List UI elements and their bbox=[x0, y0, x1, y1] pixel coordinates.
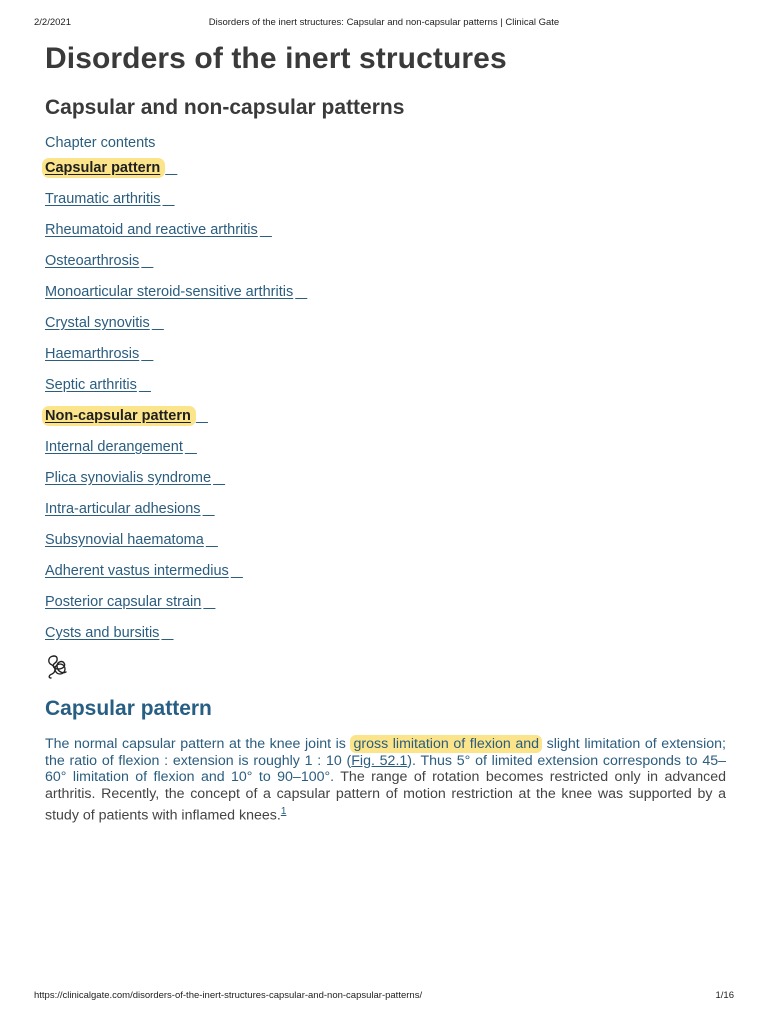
toc-item bbox=[45, 277, 726, 308]
toc-link-tail[interactable] bbox=[165, 159, 179, 178]
toc-item bbox=[45, 370, 726, 401]
toc-link[interactable]: Subsynovial haematoma bbox=[45, 532, 204, 548]
toc-item bbox=[45, 525, 726, 556]
article-content bbox=[45, 40, 726, 824]
toc-link-tail[interactable] bbox=[206, 531, 220, 550]
chapter-contents-list bbox=[45, 153, 726, 649]
knot-logo-icon bbox=[45, 653, 71, 679]
toc-link-tail[interactable] bbox=[162, 190, 176, 209]
toc-item bbox=[45, 432, 726, 463]
page-number: 1/16 bbox=[715, 990, 734, 1001]
toc-link-tail[interactable] bbox=[203, 500, 217, 519]
toc-link-tail[interactable] bbox=[161, 624, 175, 643]
toc-link[interactable]: Monoarticular steroid-sensitive arthritis bbox=[45, 284, 294, 300]
print-date: 2/2/2021 bbox=[34, 17, 71, 28]
toc-link[interactable]: Osteoarthrosis bbox=[45, 253, 140, 269]
toc-link[interactable]: Intra-articular adhesions bbox=[45, 501, 201, 517]
toc-link-tail[interactable] bbox=[260, 221, 274, 240]
section-title-capsular-pattern: Capsular pattern bbox=[45, 697, 212, 720]
toc-link[interactable]: Non-capsular pattern bbox=[42, 406, 196, 426]
toc-item bbox=[45, 618, 726, 649]
print-page-title: Disorders of the inert structures: Capsular and non-capsular patterns | Clinical Gate bbox=[208, 17, 560, 28]
toc-item bbox=[45, 339, 726, 370]
toc-link[interactable]: Cysts and bursitis bbox=[45, 625, 160, 641]
toc-link-tail[interactable] bbox=[196, 407, 210, 426]
toc-link[interactable]: Haemarthrosis bbox=[45, 346, 140, 362]
toc-link-tail[interactable] bbox=[141, 252, 155, 271]
toc-link[interactable]: Posterior capsular strain bbox=[45, 594, 202, 610]
paragraph-text-4: The range of rotation becomes restricted only in advanced arthritis. Recently, the concept of a capsular pattern of motion restriction at the knee was supported by a study of patients with inflamed knees. bbox=[45, 769, 726, 824]
page-title: Disorders of the inert structures bbox=[45, 42, 507, 75]
toc-item bbox=[45, 246, 726, 277]
toc-item bbox=[45, 153, 726, 184]
paragraph-text-2: slight limitation of extension; the ratio of flexion : extension is roughly 1 : 10 ( bbox=[45, 736, 726, 769]
toc-item bbox=[45, 494, 726, 525]
toc-link[interactable]: Plica synovialis syndrome bbox=[45, 470, 212, 486]
toc-item bbox=[45, 587, 726, 618]
paragraph-text-1: The normal capsular pattern at the knee joint is bbox=[45, 736, 351, 752]
toc-link-tail[interactable] bbox=[141, 345, 155, 364]
reference-link[interactable]: 1 bbox=[280, 806, 287, 817]
toc-link-tail[interactable] bbox=[152, 314, 166, 333]
toc-link-tail[interactable] bbox=[295, 283, 309, 302]
toc-link[interactable]: Adherent vastus intermedius bbox=[45, 563, 229, 579]
toc-link[interactable]: Traumatic arthritis bbox=[45, 191, 161, 207]
print-footer bbox=[34, 990, 734, 1004]
toc-item bbox=[45, 556, 726, 587]
toc-link-tail[interactable] bbox=[213, 469, 227, 488]
toc-item bbox=[45, 215, 726, 246]
toc-link[interactable]: Capsular pattern bbox=[42, 158, 165, 178]
toc-item bbox=[45, 463, 726, 494]
page-subtitle: Capsular and non-capsular patterns bbox=[45, 96, 405, 119]
toc-item bbox=[45, 401, 726, 432]
figure-link[interactable]: Fig. 52.1 bbox=[351, 752, 408, 769]
toc-link-tail[interactable] bbox=[139, 376, 153, 395]
toc-link[interactable]: Rheumatoid and reactive arthritis bbox=[45, 222, 258, 238]
print-url: https://clinicalgate.com/disorders-of-the-inert-structures-capsular-and-non-capsular-patterns/ bbox=[34, 990, 423, 1001]
toc-item bbox=[45, 308, 726, 339]
print-header bbox=[34, 17, 734, 31]
toc-link[interactable]: Crystal synovitis bbox=[45, 315, 150, 331]
chapter-contents-heading: Chapter contents bbox=[45, 135, 156, 151]
toc-link[interactable]: Internal derangement bbox=[45, 439, 183, 455]
highlighted-text: gross limitation of flexion and bbox=[350, 735, 542, 753]
toc-link-tail[interactable] bbox=[203, 593, 217, 612]
toc-link-tail[interactable] bbox=[231, 562, 245, 581]
toc-item bbox=[45, 184, 726, 215]
paragraph-text-3: ). Thus 5° of limited extension corresponds to 45–60° limitation of flexion and 10° to 90–100°. bbox=[45, 752, 726, 785]
toc-link[interactable]: Septic arthritis bbox=[45, 377, 137, 393]
body-paragraph bbox=[45, 736, 726, 824]
toc-link-tail[interactable] bbox=[185, 438, 199, 457]
